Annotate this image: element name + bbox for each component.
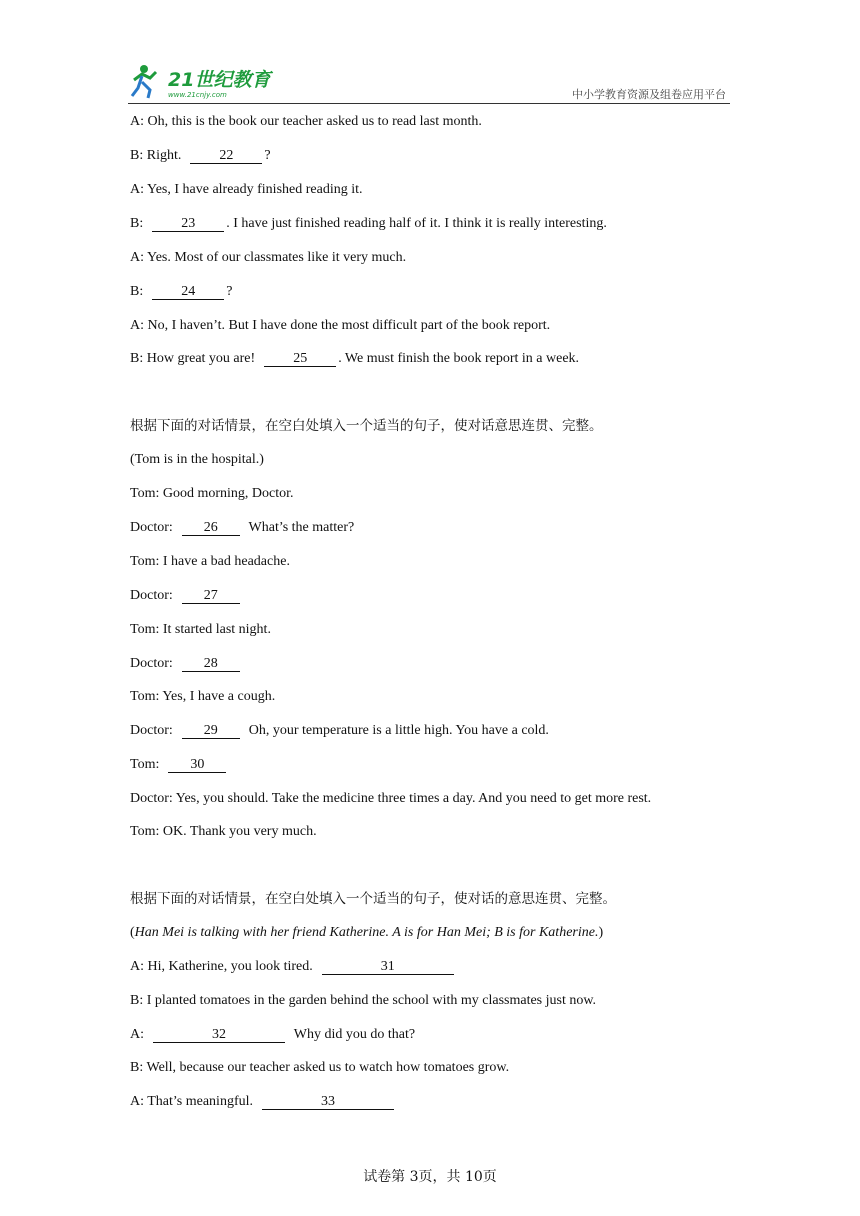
dialogue-line [130, 823, 317, 841]
line-text: Tom: It started last night. [130, 622, 271, 637]
line-text: B: Well, because our teacher asked us to watch how tomatoes grow. [130, 1060, 510, 1075]
page-header [128, 62, 730, 104]
dialogue-line [130, 249, 406, 267]
dialogue-line [130, 553, 290, 571]
line-text: Doctor: [130, 520, 180, 535]
line-text: Tom: [130, 757, 167, 772]
answer-blank[interactable]: 28 [182, 656, 240, 672]
dialogue-context [130, 924, 603, 942]
dialogue-line [130, 147, 271, 165]
line-text: A: That’s meaningful. [130, 1094, 260, 1109]
line-text: A: Hi, Katherine, you look tired. [130, 959, 320, 974]
line-text: Tom: OK. Thank you very much. [130, 824, 317, 839]
line-text: A: Oh, this is the book our teacher asked us to read last month. [130, 114, 482, 129]
line-text: Doctor: [130, 723, 180, 738]
context-paren-close: ) [598, 925, 604, 940]
line-text: B: Right. [130, 148, 189, 163]
answer-blank[interactable]: 24 [152, 284, 224, 300]
line-text: (Tom is in the hospital.) [130, 452, 264, 467]
line-text: What’s the matter? [241, 520, 355, 535]
logo-url: www.21cnjy.com [168, 91, 227, 99]
line-text: Tom: Yes, I have a cough. [130, 689, 276, 704]
section-instruction: 根据下面的对话情景，在空白处填入一个适当的句子，使对话意思连贯、完整。 [130, 418, 603, 434]
line-text: Tom: Good morning, Doctor. [130, 486, 294, 501]
line-text: B: I planted tomatoes in the garden behind the school with my classmates just now. [130, 993, 597, 1008]
line-text: ? [264, 148, 271, 163]
line-text: Doctor: [130, 588, 180, 603]
dialogue-line [130, 181, 363, 199]
dialogue-line [130, 1093, 396, 1111]
dialogue-line [130, 756, 228, 774]
line-text: A: [130, 1027, 151, 1042]
answer-blank[interactable]: 27 [182, 588, 240, 604]
logo-text: 21世纪教育 [168, 69, 271, 91]
dialogue-line [130, 485, 294, 503]
dialogue-line [130, 113, 482, 131]
site-title: 中小学教育资源及组卷应用平台 [572, 88, 726, 101]
line-text: A: Yes. Most of our classmates like it very much. [130, 250, 407, 265]
dialogue-line [130, 317, 550, 335]
dialogue-line [130, 283, 232, 301]
dialogue-line [130, 519, 354, 537]
dialogue-line [130, 958, 456, 976]
header-divider [128, 103, 730, 104]
line-text: Why did you do that? [287, 1027, 416, 1042]
dialogue-line [130, 722, 549, 740]
line-text: A: No, I haven’t. But I have done the most difficult part of the book report. [130, 318, 551, 333]
answer-blank[interactable]: 32 [153, 1027, 285, 1043]
dialogue-line [130, 350, 579, 368]
line-text: B: [130, 284, 151, 299]
line-text: B: [130, 216, 151, 231]
dialogue-line [130, 655, 242, 673]
site-logo [128, 62, 288, 102]
answer-blank[interactable]: 33 [262, 1094, 394, 1110]
context-paren-open: ( [130, 925, 135, 940]
dialogue-line [130, 790, 651, 808]
answer-blank[interactable]: 29 [182, 723, 240, 739]
answer-blank[interactable]: 25 [264, 351, 336, 367]
dialogue-line [130, 1026, 415, 1044]
line-text: . I have just finished reading half of it. I think it is really interesting. [226, 216, 607, 231]
dialogue-line [130, 992, 596, 1010]
context-text: Han Mei is talking with her friend Katherine. A is for Han Mei; B is for Katherine. [134, 925, 599, 940]
answer-blank[interactable]: 31 [322, 959, 454, 975]
answer-blank[interactable]: 22 [190, 148, 262, 164]
answer-blank[interactable]: 30 [168, 757, 226, 773]
line-text: B: How great you are! [130, 351, 263, 366]
dialogue-line [130, 688, 275, 706]
line-text: Oh, your temperature is a little high. You have a cold. [241, 723, 549, 738]
answer-blank[interactable]: 23 [152, 216, 224, 232]
section-instruction: 根据下面的对话情景，在空白处填入一个适当的句子，使对话的意思连贯、完整。 [130, 891, 616, 907]
page-number: 试卷第 3页，共 10页 [363, 1169, 497, 1185]
line-text: Doctor: [130, 656, 180, 671]
dialogue-line [130, 621, 271, 639]
line-text: Doctor: Yes, you should. Take the medicine three times a day. And you need to get more rest. [130, 791, 652, 806]
line-text: Tom: I have a bad headache. [130, 554, 290, 569]
dialogue-line [130, 451, 264, 469]
answer-blank[interactable]: 26 [182, 520, 240, 536]
line-text: ? [226, 284, 233, 299]
dialogue-line [130, 587, 242, 605]
dialogue-line [130, 1059, 509, 1077]
line-text: . We must finish the book report in a week. [338, 351, 580, 366]
line-text: A: Yes, I have already finished reading it. [130, 182, 363, 197]
dialogue-line [130, 215, 607, 233]
